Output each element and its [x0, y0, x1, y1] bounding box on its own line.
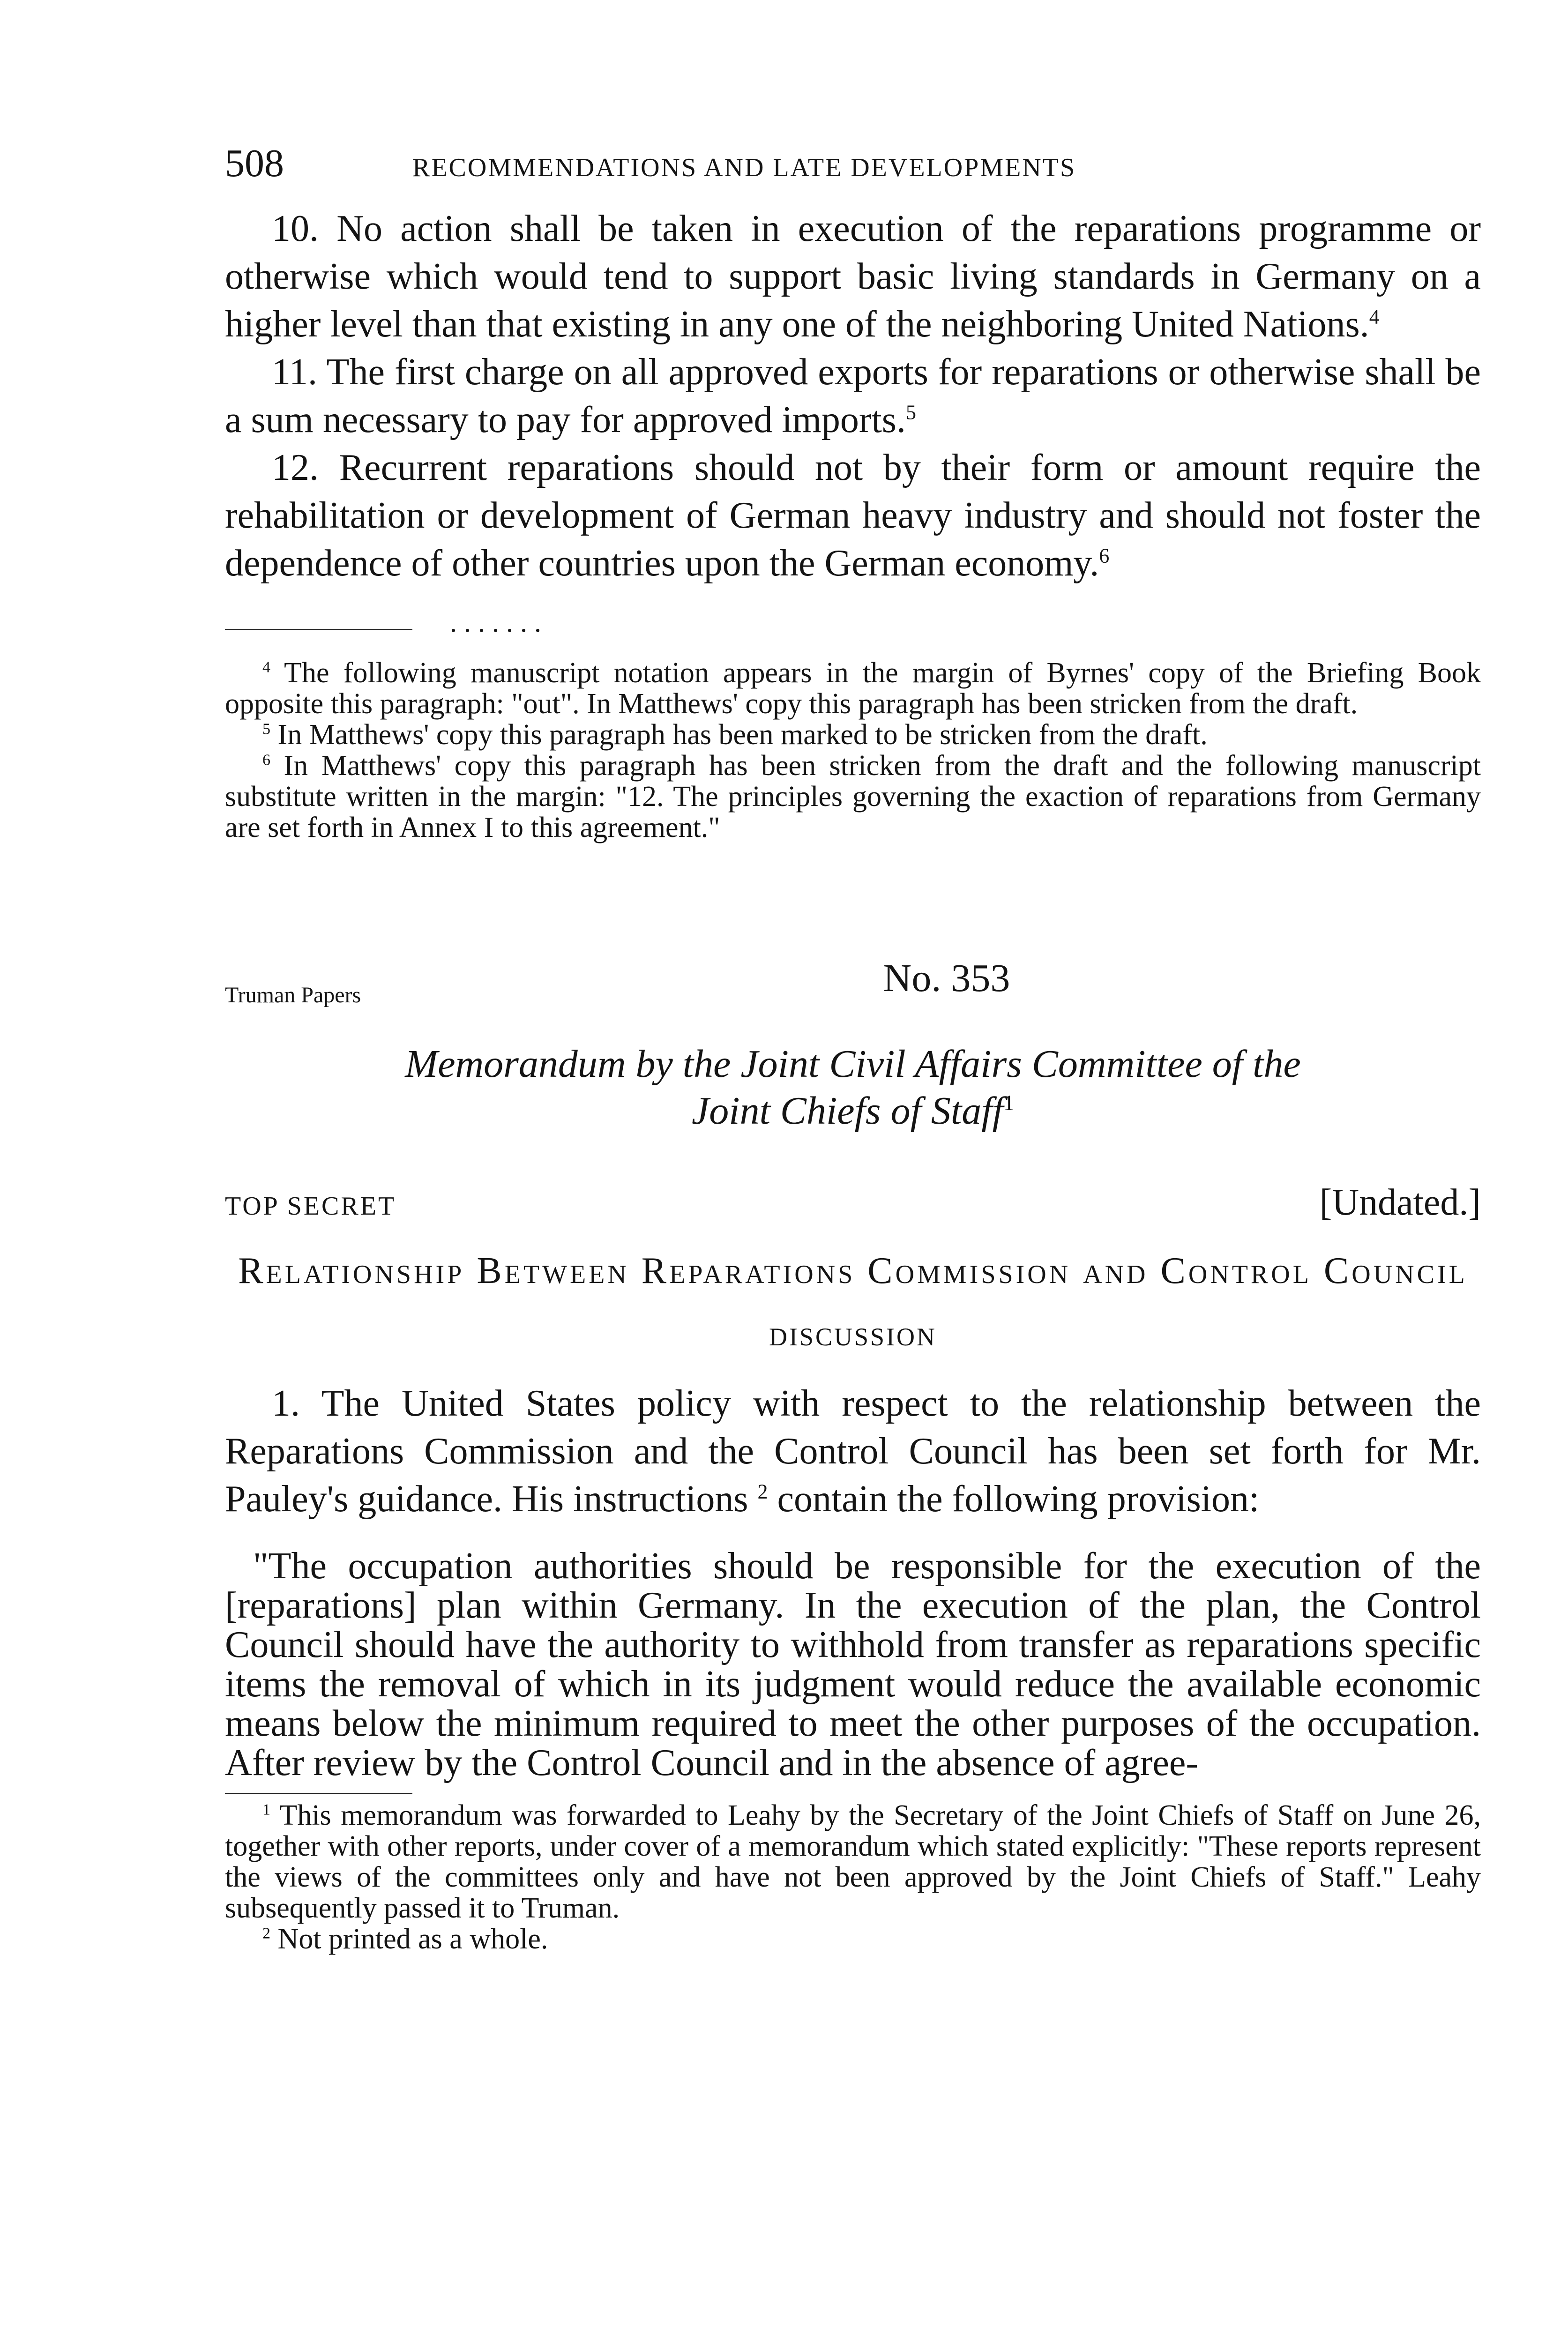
footnote-5	[225, 719, 1481, 750]
footnote-mark: 5	[262, 720, 271, 738]
discussion-paragraph-1	[225, 1380, 1481, 1523]
footnote-ref: 4	[1369, 305, 1380, 328]
paragraph-10	[225, 205, 1481, 348]
ellipsis-dots: . . . . . . .	[450, 606, 541, 638]
title-line-2	[225, 1088, 1481, 1134]
paragraph-text: contain the following provision:	[777, 1478, 1260, 1520]
page-header	[225, 141, 1481, 186]
instructions-quote: "The occupation authorities should be responsible for the execution of the [reparations] plan within Germany. In the execution of the plan, the Control Council should have the authority to withhold from transfer as reparations specific items the removal of which in its judgment would reduce the available economic means below the minimum required to meet the other purposes of the occupation. After review by the Control Council and in the absence of agree-	[225, 1545, 1481, 1783]
section-subheading: DISCUSSION	[769, 1323, 937, 1351]
footnotes-bottom	[225, 1800, 1481, 1955]
footnote-ref: 5	[905, 401, 916, 424]
footnote-text: Not printed as a whole.	[277, 1923, 548, 1955]
title-line-1: Memorandum by the Joint Civil Affairs Committee of the	[405, 1042, 1301, 1086]
footnote-ref: 6	[1099, 544, 1110, 567]
page-number: 508	[225, 142, 284, 185]
footnote-text: The following manuscript notation appears in the margin of Byrnes' copy of the Briefing Book opposite this paragraph: "out". In Matthews' copy this paragraph has been stricken from the draft.	[225, 657, 1481, 720]
document-source: Truman Papers	[225, 983, 361, 1007]
footnote-mark: 6	[262, 751, 271, 769]
ellipsis-row	[225, 606, 1481, 639]
footnote-text: In Matthews' copy this paragraph has been marked to be stricken from the draft.	[277, 719, 1208, 751]
page	[225, 141, 1481, 1955]
footnote-2	[225, 1924, 1481, 1955]
footnote-6	[225, 750, 1481, 843]
paragraph-12	[225, 444, 1481, 587]
footnote-1	[225, 1800, 1481, 1924]
section-heading: Relationship Between Reparations Commission and Control Council	[238, 1250, 1468, 1291]
footnote-rule	[225, 629, 412, 630]
paragraph-text: 10. No action shall be taken in execution of the reparations programme or otherwise which would tend to support basic living standards in Germany on a higher level than that existing in any one of the neighboring United Nations.	[225, 208, 1481, 345]
document-number: No. 353	[883, 956, 1010, 1000]
footnote-mark: 2	[262, 1925, 271, 1942]
numbered-paragraphs	[225, 205, 1481, 587]
footnotes-top	[225, 657, 1481, 843]
footnote-rule-bottom	[225, 1793, 412, 1794]
footnote-mark: 1	[262, 1801, 271, 1819]
footnote-ref: 2	[757, 1480, 768, 1503]
footnote-text: This memorandum was forwarded to Leahy by the Secretary of the Joint Chiefs of Staff on June 26, together with other reports, under cover of a memorandum which stated explicitly: "These reports represent the views of the committees only and have not been approved by the Joint Chiefs of Staff." Leahy subsequently passed it to Truman.	[225, 1799, 1481, 1924]
classification: TOP SECRET	[225, 1192, 396, 1221]
footnote-text: In Matthews' copy this paragraph has been stricken from the draft and the following manuscript substitute written in the margin: "12. The principles governing the exaction of reparations from Germany are set forth in Annex I to this agreement."	[225, 750, 1481, 843]
classification-row	[225, 1181, 1481, 1224]
paragraph-text: 12. Recurrent reparations should not by their form or amount require the rehabilitation or development of German heavy industry and should not foster the dependence of other countries upon the German economy.	[225, 447, 1481, 584]
footnote-ref: 1	[1003, 1091, 1015, 1115]
paragraph-11	[225, 348, 1481, 444]
document-date: [Undated.]	[1319, 1182, 1481, 1223]
title-line-2-text: Joint Chiefs of Staff	[691, 1089, 1003, 1133]
running-title: RECOMMENDATIONS AND LATE DEVELOPMENTS	[412, 153, 1076, 182]
paragraph-text: 1. The United States policy with respect to the relationship between the Reparations Commission and the Control Council has been set forth for Mr. Pauley's guidance. His instructions	[225, 1383, 1481, 1520]
footnote-mark: 4	[262, 658, 271, 676]
paragraph-text: 11. The first charge on all approved exports for reparations or otherwise shall be a sum necessary to pay for approved imports.	[225, 351, 1481, 440]
footnote-4	[225, 657, 1481, 719]
document-title	[225, 1041, 1481, 1134]
